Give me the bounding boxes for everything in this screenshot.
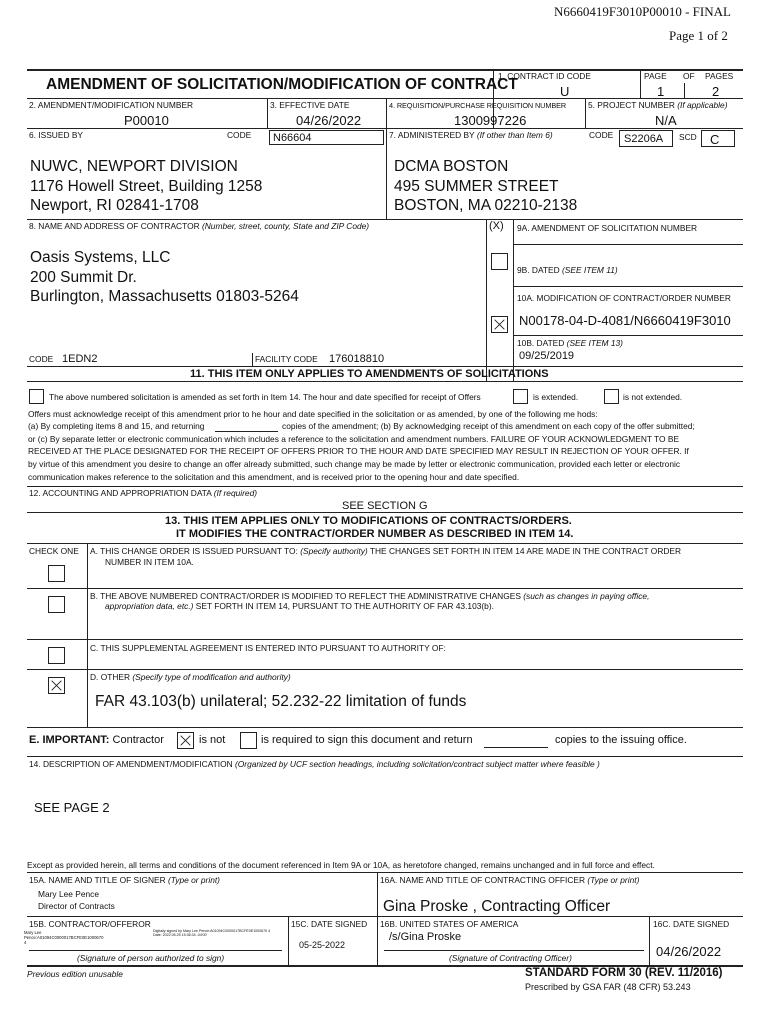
item13a-checkbox[interactable] <box>48 565 65 582</box>
item6-label: 6. ISSUED BY <box>29 130 83 140</box>
item5-label: 5. PROJECT NUMBER (If applicable) <box>588 100 728 110</box>
except-text: Except as provided herein, all terms and conditions of the document referenced in Item 9A or 10A, as heretofore changed, remains unchanged and in full force and effect. <box>27 860 655 870</box>
effective-date: 04/26/2022 <box>296 113 362 128</box>
important-row: E. IMPORTANT: Contractor <box>29 734 164 746</box>
is-not-extended-label: is not extended. <box>623 392 683 402</box>
item15b-label: 15B. CONTRACTOR/OFFEROR <box>29 919 151 929</box>
item13d-label: D. OTHER (Specify type of modification and authority) <box>90 672 291 682</box>
contract-id-code: U <box>560 84 570 99</box>
issued-by-code: N66604 <box>273 132 312 144</box>
item16c-label: 16C. DATE SIGNED <box>653 919 730 929</box>
contractor-address: Oasis Systems, LLC 200 Summit Dr. Burlington, Massachusetts 01803-5264 <box>30 249 299 305</box>
pages-label: PAGES <box>705 71 734 81</box>
item15a-label: 15A. NAME AND TITLE OF SIGNER (Type or print) <box>29 875 220 885</box>
item11-p4: RECEIVED AT THE PLACE DESIGNATED FOR THE RECEIPT OF OFFERS PRIOR TO THE HOUR AND DATE SPECIFIED MAY RESULT IN REJECTION OF YOUR OFFER. If <box>28 446 689 456</box>
item10b-label: 10B. DATED (SEE ITEM 13) <box>517 338 623 348</box>
item9b-label: 9B. DATED (SEE ITEM 11) <box>517 265 618 275</box>
is-extended-checkbox[interactable] <box>513 389 528 404</box>
item16b-label: 16B. UNITED STATES OF AMERICA <box>380 919 519 929</box>
issued-by-address: NUWC, NEWPORT DIVISION 1176 Howell Street, Building 1258 Newport, RI 02841-1708 <box>30 158 263 214</box>
is-required-checkbox[interactable] <box>240 732 257 749</box>
modification-authority: FAR 43.103(b) unilateral; 52.232-22 limitation of funds <box>95 693 467 710</box>
is-not-label: is not <box>199 734 226 746</box>
item9a-label: 9A. AMENDMENT OF SOLICITATION NUMBER <box>517 223 698 233</box>
item1-label: 1. CONTRACT ID CODE <box>498 71 591 81</box>
item16a-label: 16A. NAME AND TITLE OF CONTRACTING OFFICER (Type or print) <box>380 875 640 885</box>
signature-name-large: Mary Lee Pence:A01094C0000017BCFE0E1000670 4 <box>24 930 104 946</box>
digital-signature-text: Digitally signed by Mary Lee Pence:A01094C0000017BCFE0E1000670 4 Date: 2022.05.25 15:36:34 -04'00' <box>153 929 271 938</box>
accounting-data: SEE SECTION G <box>342 500 428 512</box>
item13a-line2: NUMBER IN ITEM 10A. <box>105 557 194 567</box>
contracting-officer-signature: /s/Gina Proske <box>389 931 462 943</box>
contractor-date-signed: 05-25-2022 <box>299 940 346 950</box>
is-not-checkbox[interactable] <box>177 732 194 749</box>
solicitation-amended-checkbox[interactable] <box>29 389 44 404</box>
item13c-label: C. THIS SUPPLEMENTAL AGREEMENT IS ENTERED INTO PURSUANT TO AUTHORITY OF: <box>90 643 446 653</box>
item11-p3: or (c) By separate letter or electronic communication which includes a reference to the solicitation and amendment numbers. FAILURE OF YOUR ACKNOWLEDGMENT TO BE <box>28 434 680 444</box>
item13d-checkbox[interactable] <box>48 677 65 694</box>
item15c-label: 15C. DATE SIGNED <box>291 919 368 929</box>
scd-value: C <box>710 132 720 147</box>
total-pages: 2 <box>712 84 720 99</box>
copies-label: copies to the issuing office. <box>555 734 687 746</box>
item11-p5: by virtue of this amendment you desire to change an offer already submitted, such change may be made by letter or electronic communication, provided each letter or electronic <box>28 459 681 469</box>
page-number: 1 <box>657 84 665 99</box>
item11-line1: The above numbered solicitation is amended as set forth in Item 14. The hour and date specified for receipt of Offers <box>49 392 481 402</box>
item11-p2a: (a) By completing items 8 and 15, and returning <box>28 421 205 431</box>
item12-label: 12. ACCOUNTING AND APPROPRIATION DATA (If required) <box>29 488 258 498</box>
item13b-checkbox[interactable] <box>48 596 65 613</box>
administered-by-address: DCMA BOSTON 495 SUMMER STREET BOSTON, MA 02210-2138 <box>394 158 578 214</box>
is-extended-label: is extended. <box>533 392 579 402</box>
item13b-line2: appropriation data, etc.) SET FORTH IN ITEM 14, PURSUANT TO THE AUTHORITY OF FAR 43.103(b). <box>105 601 494 611</box>
administered-by-code: S2206A <box>624 133 664 145</box>
x-column-label: (X) <box>489 220 504 232</box>
document-id: N6660419F3010P00010 - FINAL <box>554 4 731 19</box>
item13c-checkbox[interactable] <box>48 647 65 664</box>
previous-edition-note: Previous edition unusable <box>27 969 123 979</box>
item11-p2b: copies of the amendment; (b) By acknowledging receipt of this amendment on each copy of the offer submitted; <box>282 421 695 431</box>
amendment-number: P00010 <box>124 113 169 128</box>
item7-code-label: CODE <box>589 130 614 140</box>
signer-title: Director of Contracts <box>38 901 115 911</box>
standard-form-number: STANDARD FORM 30 (REV. 11/2016) <box>525 967 723 979</box>
item2-label: 2. AMENDMENT/MODIFICATION NUMBER <box>29 100 194 110</box>
item13-title1: 13. THIS ITEM APPLIES ONLY TO MODIFICATIONS OF CONTRACTS/ORDERS. <box>165 515 572 527</box>
project-number: N/A <box>655 113 677 128</box>
check-one-label: CHECK ONE <box>29 546 79 556</box>
co-signature-caption: (Signature of Contracting Officer) <box>449 953 572 963</box>
requisition-number: 1300997226 <box>454 113 527 128</box>
contractor-code-label: CODE <box>29 354 54 364</box>
item13-title2: IT MODIFIES THE CONTRACT/ORDER NUMBER AS DESCRIBED IN ITEM 14. <box>176 528 574 540</box>
item11-p6: communication makes reference to the solicitation and this amendment, and is received prior to the opening hour and date specified. <box>28 472 520 482</box>
item3-label: 3. EFFECTIVE DATE <box>270 100 350 110</box>
form-title: AMENDMENT OF SOLICITATION/MODIFICATION OF CONTRACT <box>46 76 518 93</box>
item7-label: 7. ADMINISTERED BY (If other than Item 6) <box>389 130 553 140</box>
item6-code-label: CODE <box>227 130 252 140</box>
item13b-line1: B. THE ABOVE NUMBERED CONTRACT/ORDER IS MODIFIED TO REFLECT THE ADMINISTRATIVE CHANGES (such as changes in paying office, <box>90 591 650 601</box>
page-label: PAGE <box>644 71 667 81</box>
item14-label: 14. DESCRIPTION OF AMENDMENT/MODIFICATION (Organized by UCF section headings, including solicitation/contract subject matter where feasible ) <box>29 759 600 769</box>
contractor-code: 1EDN2 <box>62 353 98 365</box>
amendment-checkbox[interactable] <box>491 253 508 270</box>
contractor-signature-caption: (Signature of person authorized to sign) <box>77 953 225 963</box>
signer-name: Mary Lee Pence <box>38 889 99 899</box>
modification-number: N00178-04-D-4081/N6660419F3010 <box>519 313 731 328</box>
item8-label: 8. NAME AND ADDRESS OF CONTRACTOR (Number, street, county, State and ZIP Code) <box>29 221 370 231</box>
modification-description: SEE PAGE 2 <box>34 800 110 815</box>
modification-checkbox[interactable] <box>491 316 508 333</box>
facility-code: 176018810 <box>329 353 385 365</box>
co-date-signed: 04/26/2022 <box>656 944 722 959</box>
item11-title: 11. THIS ITEM ONLY APPLIES TO AMENDMENTS OF SOLICITATIONS <box>190 368 549 380</box>
facility-code-label: FACILITY CODE <box>255 354 318 364</box>
item4-label: 4. REQUISITION/PURCHASE REQUISITION NUMBER <box>389 101 567 110</box>
item10a-label: 10A. MODIFICATION OF CONTRACT/ORDER NUMBER <box>517 293 731 303</box>
item11-p1: Offers must acknowledge receipt of this amendment prior to he hour and date specified in the solicitation or as amended, by one of the following me hods: <box>28 409 598 419</box>
of-label: OF <box>683 71 695 81</box>
contracting-officer-name: Gina Proske , Contracting Officer <box>383 898 611 915</box>
scd-label: SCD <box>679 132 697 142</box>
prescribed-by: Prescribed by GSA FAR (48 CFR) 53.243 <box>525 982 691 992</box>
item13a-line1: A. THIS CHANGE ORDER IS ISSUED PURSUANT TO: (Specify authority) THE CHANGES SET FORTH IN ITEM 14 ARE MADE IN THE CONTRACT ORDER <box>90 546 682 556</box>
page-of: Page 1 of 2 <box>669 28 728 43</box>
is-required-label: is required to sign this document and return <box>261 734 473 746</box>
is-not-extended-checkbox[interactable] <box>604 389 619 404</box>
modification-date: 09/25/2019 <box>519 350 575 362</box>
